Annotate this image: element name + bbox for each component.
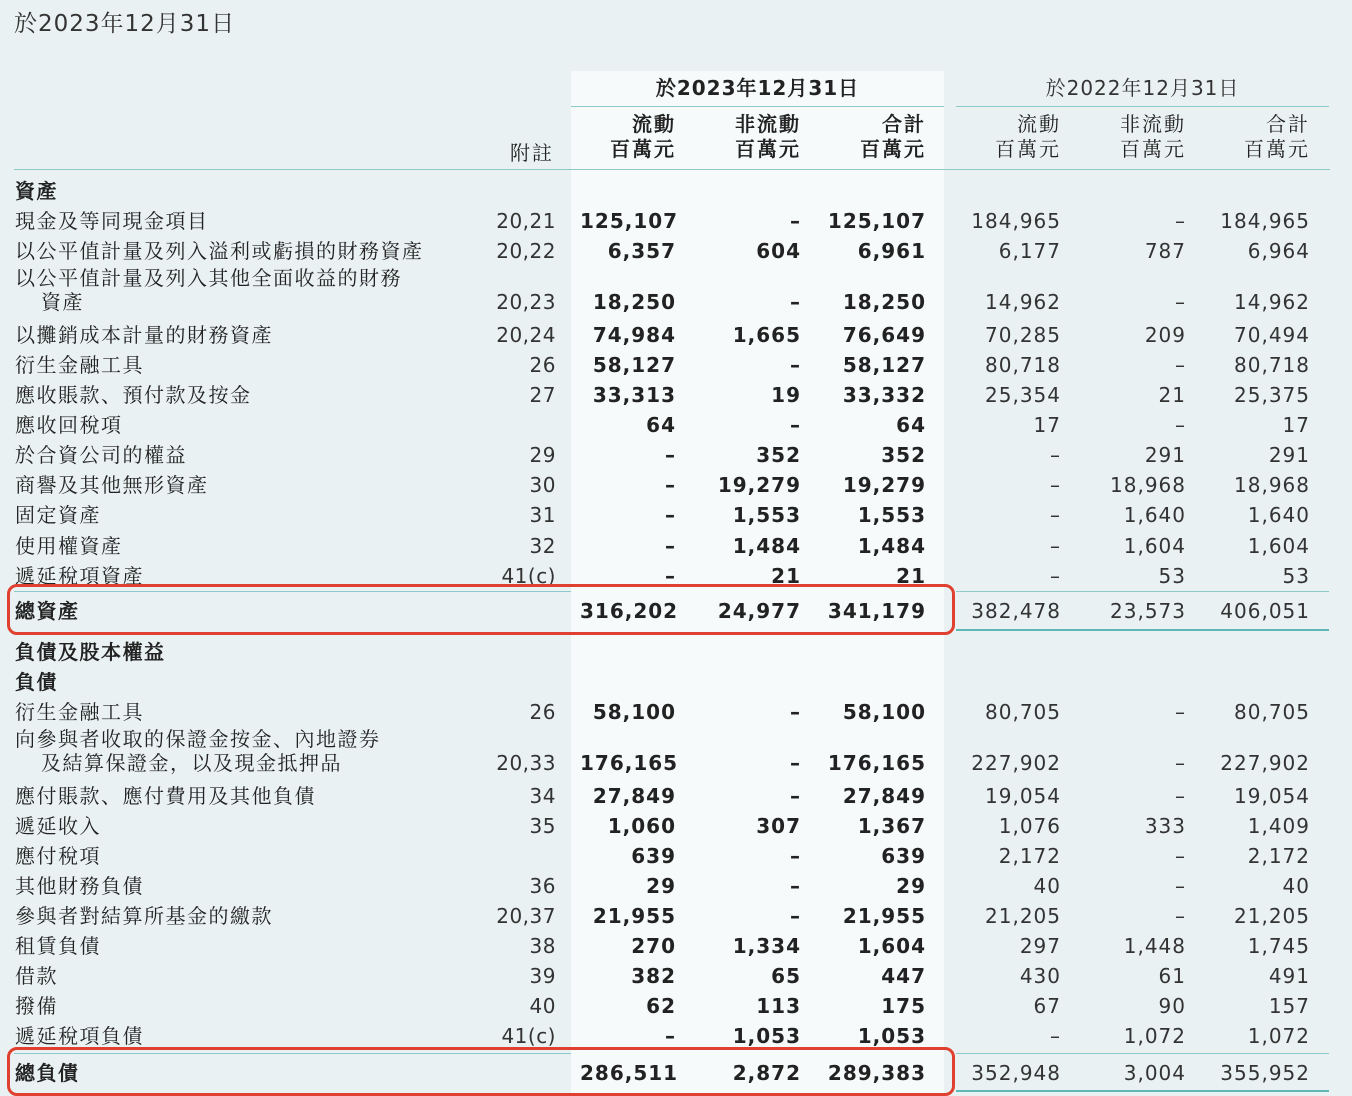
- value-cell: 1,484: [857, 534, 926, 558]
- value-cell: 3,004: [1123, 1061, 1186, 1085]
- value-cell: 6,964: [1247, 239, 1310, 263]
- value-cell: –: [665, 1024, 676, 1048]
- value-cell: 2,172: [998, 844, 1061, 868]
- value-cell: 307: [756, 814, 801, 838]
- table-rule: [956, 1090, 1329, 1092]
- row-label: 以公平值計量及列入溢利或虧損的財務資產: [15, 239, 424, 263]
- value-cell: 1,553: [732, 503, 801, 527]
- value-cell: 58,100: [842, 700, 926, 724]
- header-divider-2023: [571, 106, 944, 107]
- table-rule: [14, 1053, 571, 1054]
- value-cell: –: [1175, 904, 1186, 928]
- value-cell: –: [1050, 503, 1061, 527]
- value-cell: 62: [646, 994, 676, 1018]
- row-note: 38: [529, 934, 556, 958]
- value-cell: 1,604: [1123, 534, 1186, 558]
- table-row: [0, 500, 1352, 530]
- value-cell: 157: [1268, 994, 1310, 1018]
- table-rule: [14, 591, 571, 592]
- table-rule: [956, 629, 1329, 631]
- row-label: 遞延稅項負債: [15, 1024, 144, 1048]
- value-cell: 18,250: [842, 290, 926, 314]
- value-cell: –: [790, 904, 801, 928]
- row-label: 其他財務負債: [15, 874, 144, 898]
- value-cell: 297: [1019, 934, 1061, 958]
- value-cell: 6,357: [607, 239, 676, 263]
- value-cell: 1,484: [732, 534, 801, 558]
- value-cell: 209: [1144, 323, 1186, 347]
- value-cell: 17: [1033, 413, 1061, 437]
- value-cell: 382,478: [971, 599, 1061, 623]
- row-note: 31: [529, 503, 556, 527]
- value-cell: 175: [881, 994, 926, 1018]
- table-row: [0, 931, 1352, 961]
- value-cell: –: [1175, 784, 1186, 808]
- value-cell: 1,640: [1247, 503, 1310, 527]
- value-cell: –: [1175, 844, 1186, 868]
- table-row: [0, 350, 1352, 380]
- value-cell: 24,977: [717, 599, 801, 623]
- value-cell: 23,573: [1110, 599, 1186, 623]
- table-row: [0, 266, 1352, 320]
- value-cell: 25,354: [985, 383, 1061, 407]
- value-cell: 113: [756, 994, 801, 1018]
- value-cell: 21,955: [842, 904, 926, 928]
- value-cell: 352: [756, 443, 801, 467]
- value-cell: 1,072: [1123, 1024, 1186, 1048]
- row-note: 40: [529, 994, 556, 1018]
- value-cell: 491: [1268, 964, 1310, 988]
- value-cell: 291: [1144, 443, 1186, 467]
- value-cell: 1,604: [1247, 534, 1310, 558]
- row-label-line1: 以公平值計量及列入其他全面收益的財務: [15, 266, 402, 290]
- value-cell: –: [1050, 564, 1061, 588]
- row-label: 參與者對結算所基金的繳款: [15, 904, 273, 928]
- row-label: 借款: [15, 964, 58, 988]
- value-cell: 604: [756, 239, 801, 263]
- row-label: 衍生金融工具: [15, 700, 144, 724]
- table-rule: [956, 591, 1329, 592]
- value-cell: 18,968: [1110, 473, 1186, 497]
- table-row: [0, 380, 1352, 410]
- value-cell: 270: [631, 934, 676, 958]
- col-header-2023-current: 流動 百萬元: [610, 112, 676, 161]
- value-cell: 125,107: [580, 209, 679, 233]
- value-cell: 2,872: [732, 1061, 801, 1085]
- value-cell: 17: [1282, 413, 1310, 437]
- value-cell: 1,665: [732, 323, 801, 347]
- value-cell: 21: [1158, 383, 1186, 407]
- row-note: 32: [529, 534, 556, 558]
- value-cell: 21: [771, 564, 801, 588]
- value-cell: 1,409: [1247, 814, 1310, 838]
- value-cell: 1,448: [1123, 934, 1186, 958]
- value-cell: –: [665, 534, 676, 558]
- section-heading: [0, 667, 1352, 697]
- value-cell: 21: [896, 564, 926, 588]
- row-label: 於合資公司的權益: [15, 443, 187, 467]
- row-note: 34: [529, 784, 556, 808]
- row-note: 20,22: [496, 239, 556, 263]
- value-cell: –: [790, 209, 801, 233]
- row-label: 撥備: [15, 994, 58, 1018]
- value-cell: 80,705: [1234, 700, 1310, 724]
- row-note: 41(c): [501, 564, 556, 588]
- row-label: 應收賬款、預付款及按金: [15, 383, 252, 407]
- value-cell: 33,332: [842, 383, 926, 407]
- value-cell: 19: [771, 383, 801, 407]
- header-divider-2022: [956, 106, 1329, 107]
- value-cell: –: [1050, 473, 1061, 497]
- value-cell: –: [1175, 209, 1186, 233]
- value-cell: 53: [1282, 564, 1310, 588]
- value-cell: –: [1175, 874, 1186, 898]
- value-cell: 76,649: [842, 323, 926, 347]
- value-cell: 70,285: [985, 323, 1061, 347]
- value-cell: 1,053: [857, 1024, 926, 1048]
- value-cell: 25,375: [1234, 383, 1310, 407]
- value-cell: 80,705: [985, 700, 1061, 724]
- row-label: [15, 266, 402, 314]
- value-cell: –: [1175, 413, 1186, 437]
- value-cell: 382: [631, 964, 676, 988]
- value-cell: 1,076: [998, 814, 1061, 838]
- value-cell: 65: [771, 964, 801, 988]
- value-cell: 61: [1158, 964, 1186, 988]
- row-label: 總資產: [15, 599, 80, 623]
- value-cell: –: [790, 290, 801, 314]
- table-row: [0, 781, 1352, 811]
- value-cell: 1,053: [732, 1024, 801, 1048]
- value-cell: 352: [881, 443, 926, 467]
- table-row: [0, 841, 1352, 871]
- col-header-2023-total: 合計 百萬元: [860, 112, 926, 161]
- row-label: 遞延收入: [15, 814, 101, 838]
- value-cell: 58,127: [592, 353, 676, 377]
- value-cell: 40: [1033, 874, 1061, 898]
- value-cell: 1,745: [1247, 934, 1310, 958]
- value-cell: 33,313: [592, 383, 676, 407]
- table-row: [0, 697, 1352, 727]
- table-row: [0, 811, 1352, 841]
- value-cell: 430: [1019, 964, 1061, 988]
- value-cell: 58,127: [842, 353, 926, 377]
- row-label: 應付稅項: [15, 844, 101, 868]
- table-row: [0, 961, 1352, 991]
- row-note: 30: [529, 473, 556, 497]
- value-cell: 90: [1158, 994, 1186, 1018]
- row-label: 負債: [15, 670, 58, 694]
- row-label: [15, 727, 381, 775]
- value-cell: 21,205: [1234, 904, 1310, 928]
- table-row: [0, 901, 1352, 931]
- table-rule: [956, 1053, 1329, 1054]
- value-cell: 64: [646, 413, 676, 437]
- value-cell: –: [1050, 1024, 1061, 1048]
- section-heading: [0, 637, 1352, 667]
- value-cell: 1,640: [1123, 503, 1186, 527]
- row-label: 現金及等同現金項目: [15, 209, 209, 233]
- col-header-2022-total: 合計 百萬元: [1244, 112, 1310, 161]
- value-cell: 291: [1268, 443, 1310, 467]
- row-note: 39: [529, 964, 556, 988]
- group-header-2023: 於2023年12月31日: [655, 76, 860, 100]
- row-label: 租賃負債: [15, 934, 101, 958]
- value-cell: 1,604: [857, 934, 926, 958]
- row-note: 20,24: [496, 323, 556, 347]
- value-cell: 2,172: [1247, 844, 1310, 868]
- value-cell: 19,279: [717, 473, 801, 497]
- table-row: [0, 727, 1352, 781]
- value-cell: 1,553: [857, 503, 926, 527]
- row-label: 應收回稅項: [15, 413, 123, 437]
- table-row: [0, 531, 1352, 561]
- header-bottom-rule: [14, 169, 1330, 170]
- value-cell: 64: [896, 413, 926, 437]
- row-note: 36: [529, 874, 556, 898]
- row-label-line2: 資產: [41, 290, 84, 314]
- value-cell: 176,165: [580, 751, 679, 775]
- row-note: 20,21: [496, 209, 556, 233]
- value-cell: 333: [1144, 814, 1186, 838]
- value-cell: 19,054: [985, 784, 1061, 808]
- value-cell: 29: [646, 874, 676, 898]
- value-cell: –: [1175, 290, 1186, 314]
- group-header-2022: 於2022年12月31日: [1045, 76, 1240, 100]
- row-label: 總負債: [15, 1061, 80, 1085]
- value-cell: 70,494: [1234, 323, 1310, 347]
- value-cell: 18,968: [1234, 473, 1310, 497]
- row-note: 27: [529, 383, 556, 407]
- value-cell: 639: [631, 844, 676, 868]
- value-cell: –: [1175, 700, 1186, 724]
- note-column-header: 附註: [510, 141, 554, 165]
- value-cell: 29: [896, 874, 926, 898]
- value-cell: 14,962: [1234, 290, 1310, 314]
- value-cell: 176,165: [827, 751, 926, 775]
- row-label: 以攤銷成本計量的財務資產: [15, 323, 273, 347]
- col-header-2023-noncurrent: 非流動 百萬元: [735, 112, 801, 161]
- table-row: [0, 236, 1352, 266]
- table-row: [0, 440, 1352, 470]
- value-cell: 27,849: [592, 784, 676, 808]
- row-note: 26: [529, 353, 556, 377]
- total-liabilities-highlight: [7, 1047, 955, 1096]
- value-cell: –: [790, 413, 801, 437]
- row-label: 應付賬款、應付費用及其他負債: [15, 784, 316, 808]
- section-heading: [0, 176, 1352, 206]
- col-header-2022-current: 流動 百萬元: [995, 112, 1061, 161]
- value-cell: 80,718: [1234, 353, 1310, 377]
- value-cell: 184,965: [1220, 209, 1310, 233]
- value-cell: 27,849: [842, 784, 926, 808]
- value-cell: –: [665, 473, 676, 497]
- value-cell: –: [1175, 751, 1186, 775]
- value-cell: 18,250: [592, 290, 676, 314]
- row-label: 固定資產: [15, 503, 101, 527]
- value-cell: –: [790, 353, 801, 377]
- value-cell: 787: [1144, 239, 1186, 263]
- value-cell: 74,984: [592, 323, 676, 347]
- row-label-line1: 向參與者收取的保證金按金、內地證券: [15, 727, 381, 751]
- table-row: [0, 410, 1352, 440]
- value-cell: –: [790, 700, 801, 724]
- row-label: 負債及股本權益: [15, 640, 166, 664]
- row-note: 41(c): [501, 1024, 556, 1048]
- row-note: 35: [529, 814, 556, 838]
- row-label: 商譽及其他無形資產: [15, 473, 209, 497]
- value-cell: –: [665, 443, 676, 467]
- row-note: 20,33: [496, 751, 556, 775]
- value-cell: 316,202: [580, 599, 679, 623]
- value-cell: 1,334: [732, 934, 801, 958]
- row-label: 遞延稅項資產: [15, 564, 144, 588]
- table-row: [0, 470, 1352, 500]
- table-row: [0, 991, 1352, 1021]
- row-label: 使用權資產: [15, 534, 123, 558]
- row-label-line2: 及結算保證金，以及現金抵押品: [41, 751, 342, 775]
- value-cell: 355,952: [1220, 1061, 1310, 1085]
- value-cell: 6,177: [998, 239, 1061, 263]
- value-cell: 53: [1158, 564, 1186, 588]
- value-cell: 125,107: [827, 209, 926, 233]
- col-header-2022-noncurrent: 非流動 百萬元: [1120, 112, 1186, 161]
- value-cell: –: [790, 874, 801, 898]
- page-title: 於2023年12月31日: [14, 11, 236, 37]
- value-cell: 1,367: [857, 814, 926, 838]
- row-note: 26: [529, 700, 556, 724]
- value-cell: 80,718: [985, 353, 1061, 377]
- value-cell: 14,962: [985, 290, 1061, 314]
- value-cell: 639: [881, 844, 926, 868]
- value-cell: 1,060: [607, 814, 676, 838]
- table-row: [0, 871, 1352, 901]
- value-cell: 447: [881, 964, 926, 988]
- value-cell: 286,511: [580, 1061, 679, 1085]
- table-row: [0, 206, 1352, 236]
- value-cell: 227,902: [971, 751, 1061, 775]
- value-cell: –: [1050, 534, 1061, 558]
- table-row: [0, 320, 1352, 350]
- value-cell: 352,948: [971, 1061, 1061, 1085]
- value-cell: 67: [1033, 994, 1061, 1018]
- value-cell: 341,179: [827, 599, 926, 623]
- value-cell: 227,902: [1220, 751, 1310, 775]
- value-cell: –: [790, 784, 801, 808]
- value-cell: 184,965: [971, 209, 1061, 233]
- value-cell: 19,054: [1234, 784, 1310, 808]
- value-cell: 21,955: [592, 904, 676, 928]
- value-cell: 1,072: [1247, 1024, 1310, 1048]
- value-cell: –: [790, 844, 801, 868]
- value-cell: 406,051: [1220, 599, 1310, 623]
- value-cell: 6,961: [857, 239, 926, 263]
- value-cell: 58,100: [592, 700, 676, 724]
- value-cell: 289,383: [827, 1061, 926, 1085]
- value-cell: –: [1050, 443, 1061, 467]
- row-label: 衍生金融工具: [15, 353, 144, 377]
- value-cell: –: [665, 503, 676, 527]
- value-cell: 21,205: [985, 904, 1061, 928]
- row-note: 20,23: [496, 290, 556, 314]
- row-note: 29: [529, 443, 556, 467]
- value-cell: 19,279: [842, 473, 926, 497]
- row-note: 20,37: [496, 904, 556, 928]
- row-label: 資產: [15, 179, 58, 203]
- value-cell: –: [1175, 353, 1186, 377]
- value-cell: –: [790, 751, 801, 775]
- value-cell: 40: [1282, 874, 1310, 898]
- value-cell: –: [665, 564, 676, 588]
